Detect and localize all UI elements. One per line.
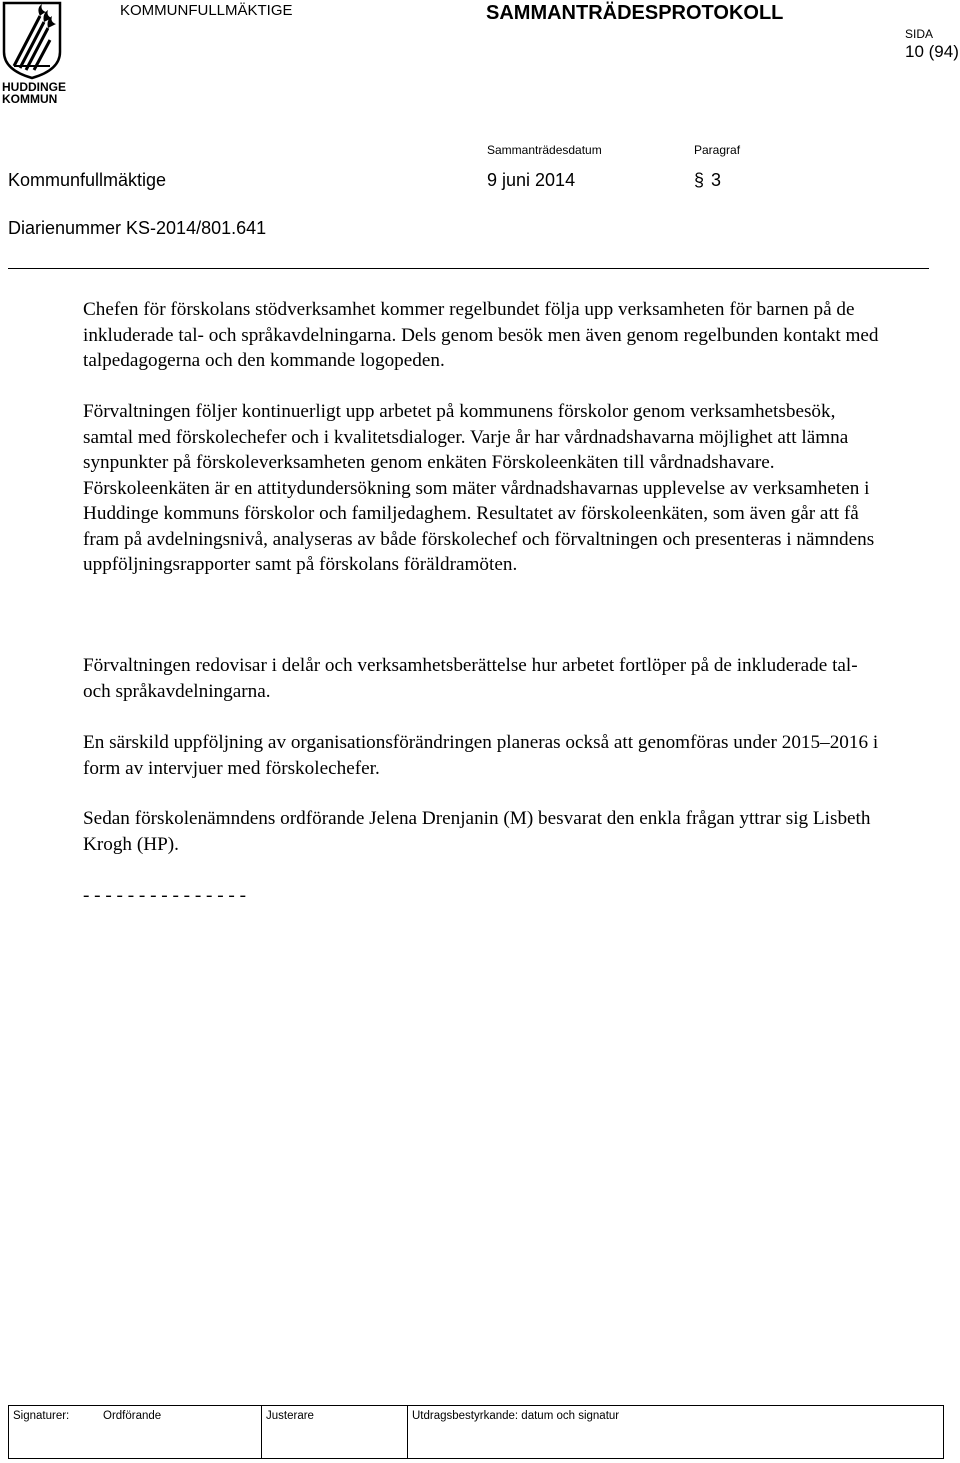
logo-text-line1: HUDDINGE — [2, 80, 67, 94]
meeting-date: 9 juni 2014 — [487, 170, 576, 190]
paragraph-2 — [83, 399, 883, 578]
adjuster-signature: Justerare — [261, 1406, 407, 1458]
paragraph-3 — [83, 653, 883, 704]
meeting-body: Kommunfullmäktige — [8, 170, 167, 190]
paragraph-1-text: Chefen för förskolans stödverksamhet kommer regelbundet följa upp verksamheten för barnen på de inkluderade tal- och språkavdelningarna. Dels genom besök men även genom regelbunden kontakt med talpedagogerna och den kommande logopeden. — [83, 299, 879, 371]
date-label: Sammanträdesdatum — [487, 143, 602, 157]
paragraph-sign: § — [694, 170, 705, 190]
paragraph-5-text: Sedan förskolenämndens ordförande Jelena Drenjanin (M) besvarat den enkla frågan yttrar sig Lisbeth Krogh (HP). — [83, 808, 871, 855]
page-label: SIDA — [905, 27, 934, 41]
paragraph-3-text: Förvaltningen redovisar i delår och verksamhetsberättelse hur arbetet fortlöper på de inkluderade tal- och språkavdelningarna. — [83, 655, 858, 702]
section-separator — [83, 883, 883, 909]
logo-text-line2: KOMMUN — [2, 92, 58, 106]
coat-of-arms-icon — [0, 0, 66, 80]
page-number: 10 (94) — [905, 42, 959, 61]
org-name: KOMMUNFULLMÄKTIGE — [120, 2, 293, 19]
paragraph-4-text: En särskild uppföljning av organisationsförändringen planeras också att genomföras under 2015–2016 i form av intervjuer med förskolechefer. — [83, 732, 879, 779]
paragraph-2-text: Förvaltningen följer kontinuerligt upp arbetet på kommunens förskolor genom verksamhetsbesök, samtal med förskolechefer och i kvalitetsdialoger. Varje år har vårdnadshavarna möjlighet att lämna synpunkter på förskoleverksamheten genom enkäten Förskoleenkäten till vårdnadshavare. Förskoleenkäten är en attitydundersökning som mäter vårdnadshavarnas upplevelse av verksamheten i Huddinge kommuns förskolor och familjedaghem. Resultatet av förskoleenkäten, som även går att få fram på avdelningsnivå, analyseras av både förskolechef och förvaltningen och presenteras i nämndens uppföljningsrapporter samt på förskolans föräldramöten. — [83, 401, 875, 575]
signatures-label: Signaturer: — [13, 1410, 70, 1422]
paragraph-1 — [83, 297, 883, 374]
certification-signature: Utdragsbestyrkande: datum och signatur — [407, 1406, 943, 1458]
header-divider — [8, 268, 929, 269]
huddinge-logo — [0, 0, 66, 108]
chair-signature: Ordförande — [103, 1410, 162, 1422]
signature-box — [8, 1405, 944, 1459]
diary-number: Diarienummer KS-2014/801.641 — [8, 218, 267, 238]
document-type: SAMMANTRÄDESPROTOKOLL — [486, 2, 784, 24]
paragraph-number: 3 — [711, 170, 722, 190]
paragraph-4 — [83, 730, 883, 781]
separator-text: - - - - - - - - - - - - - - - — [83, 885, 247, 906]
paragraph-5 — [83, 806, 883, 857]
paragraph-label: Paragraf — [694, 143, 741, 157]
